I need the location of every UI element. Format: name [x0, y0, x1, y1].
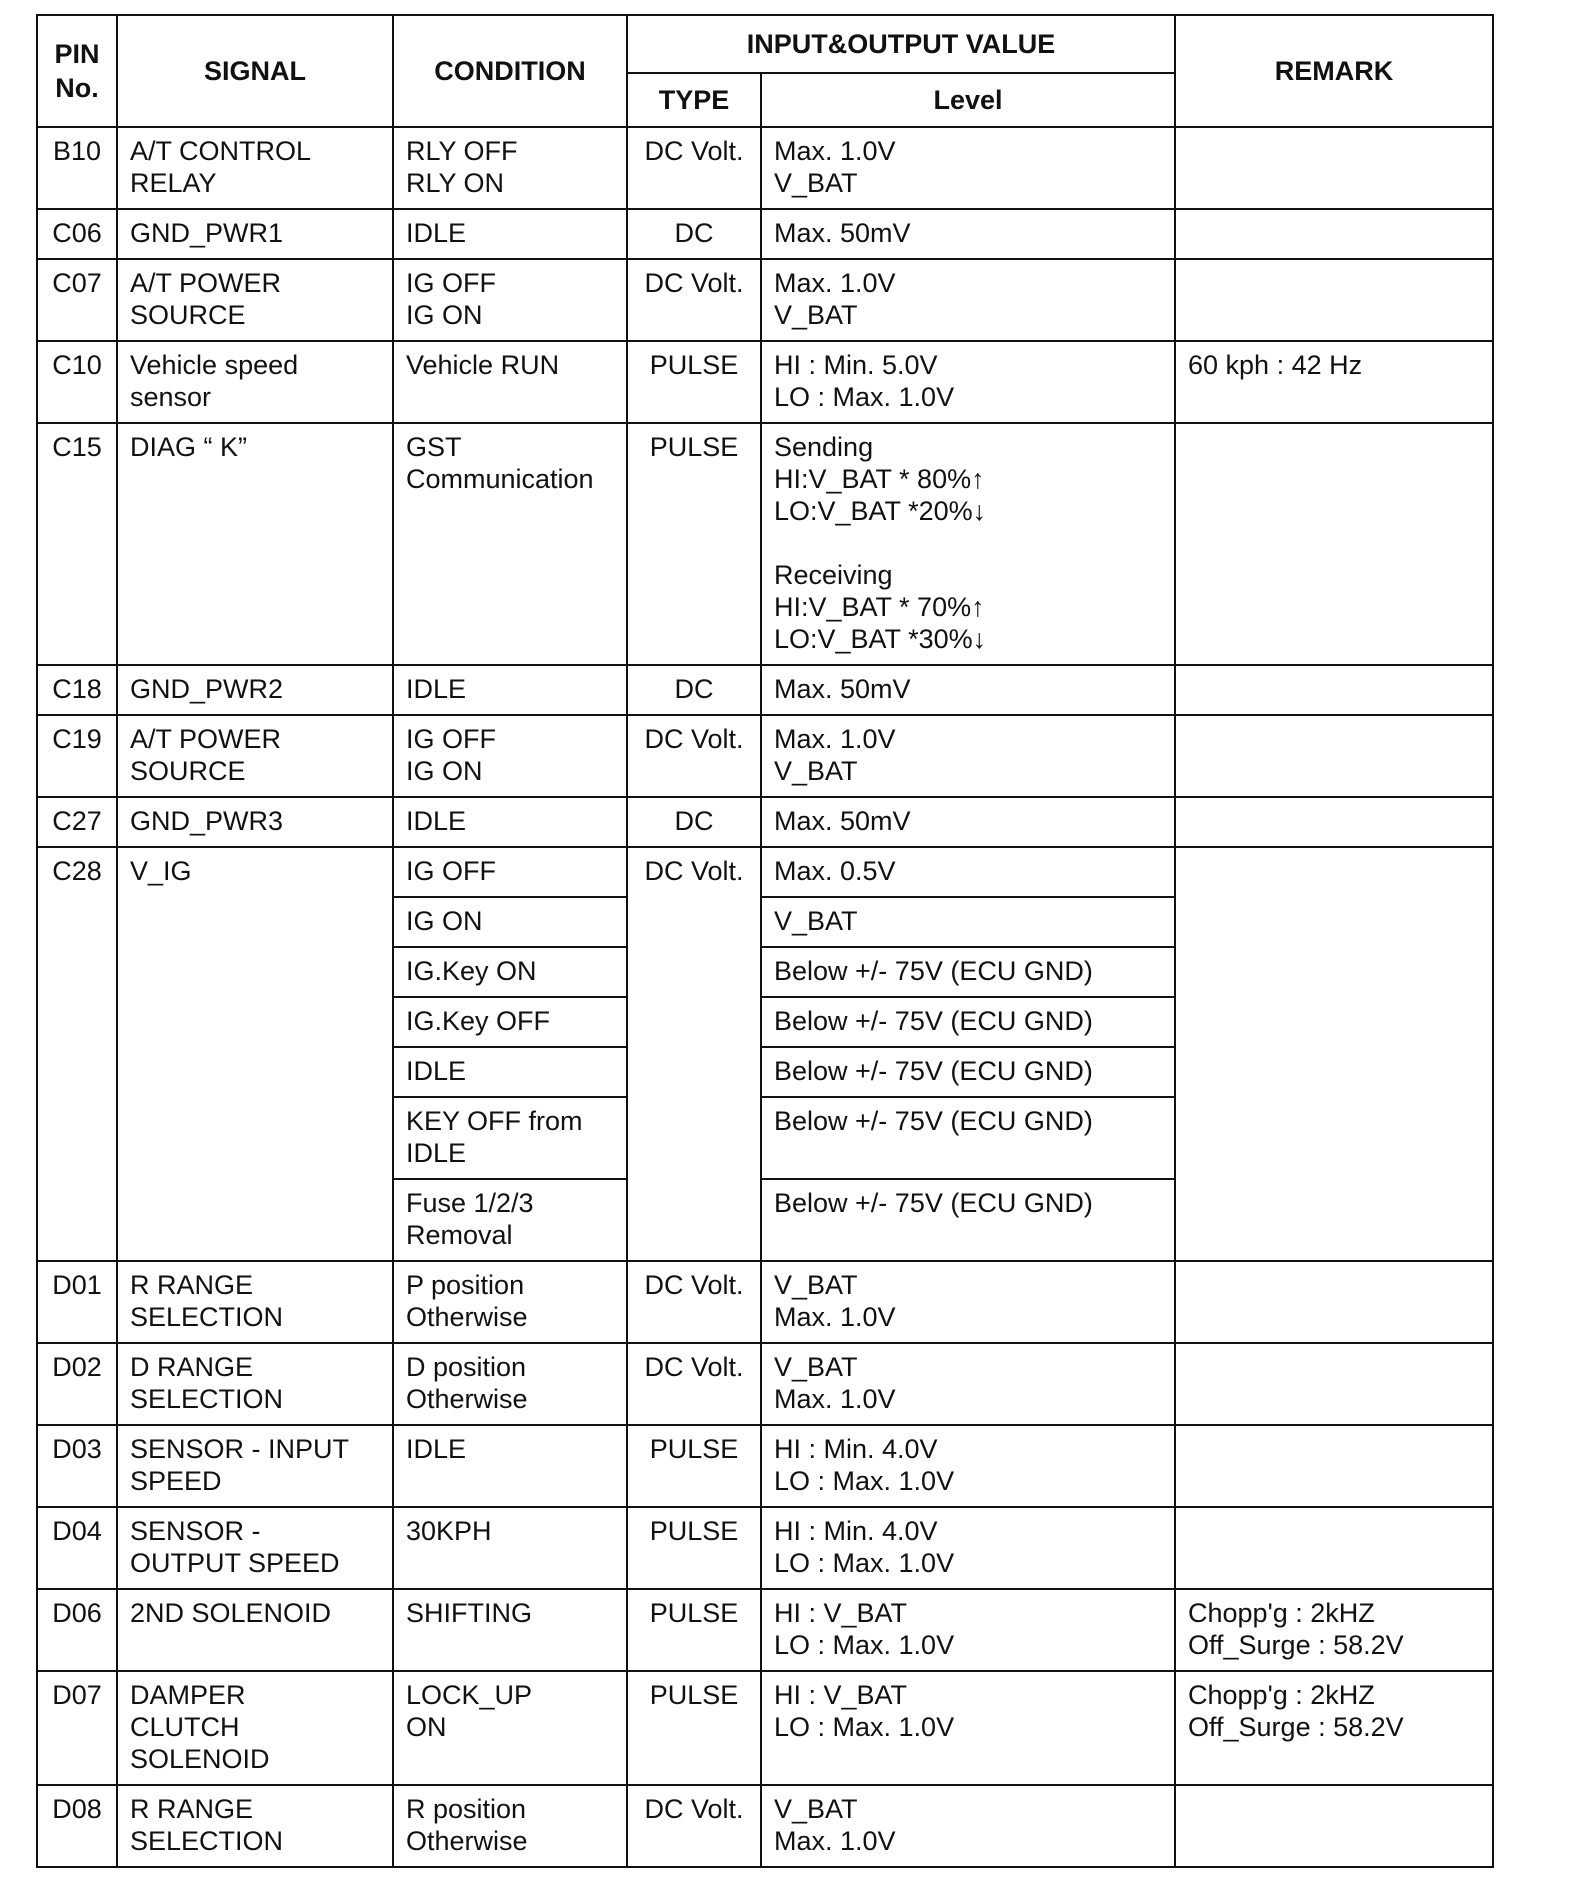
pin-cell: [37, 1343, 117, 1425]
signal-cell: [117, 1425, 393, 1507]
level-cell-text: HI : V_BAT LO : Max. 1.0V: [774, 1680, 955, 1742]
level-cell: [761, 847, 1175, 1261]
signal-cell-text: Vehicle speed sensor: [130, 350, 299, 412]
remark-cell-text: [1176, 848, 1492, 864]
pin-cell-text: C07: [52, 268, 102, 298]
condition-cell: [393, 423, 627, 665]
level-cell: [761, 1671, 1175, 1785]
signal-cell-text: GND_PWR2: [130, 674, 284, 704]
remark-cell-text: Chopp'g : 2kHZ Off_Surge : 58.2V: [1188, 1598, 1404, 1660]
type-cell-text: DC Volt.: [644, 136, 744, 166]
signal-cell-text: V_IG: [130, 856, 192, 886]
level-cell: [761, 209, 1175, 259]
table-row: [37, 665, 1493, 715]
condition-cell-text: P position Otherwise: [406, 1270, 528, 1332]
remark-cell: [1175, 715, 1493, 797]
condition-cell: [393, 665, 627, 715]
pin-cell-text: C15: [52, 432, 102, 462]
level-cell: [761, 665, 1175, 715]
condition-cell-item: IG OFF: [394, 848, 626, 898]
remark-cell: [1175, 1589, 1493, 1671]
type-cell: [627, 127, 761, 209]
type-cell: [627, 797, 761, 847]
remark-cell: [1175, 1425, 1493, 1507]
condition-cell-text: Vehicle RUN: [406, 350, 560, 380]
level-cell: [761, 1589, 1175, 1671]
remark-cell: [1175, 341, 1493, 423]
pin-cell-text: D01: [52, 1270, 102, 1300]
signal-cell-text: A/T POWER SOURCE: [130, 268, 282, 330]
level-cell: [761, 797, 1175, 847]
remark-cell: [1175, 1343, 1493, 1425]
condition-cell-item: IG ON: [394, 898, 626, 948]
header-pin: [37, 15, 117, 127]
remark-cell-text: [1176, 1426, 1492, 1442]
type-cell-text: PULSE: [649, 350, 739, 380]
pin-cell: [37, 1671, 117, 1785]
pin-cell-text: C10: [52, 350, 102, 380]
signal-cell: [117, 341, 393, 423]
condition-cell-text: IDLE: [406, 674, 467, 704]
pin-signal-table: [36, 14, 1494, 1868]
level-cell-item: Below +/- 75V (ECU GND): [774, 1188, 1093, 1218]
pin-cell: [37, 1425, 117, 1507]
condition-cell: [393, 1785, 627, 1867]
table-row-c28: [37, 847, 1493, 1261]
condition-cell-text: IG OFF IG ON: [406, 268, 496, 330]
pin-cell-text: D07: [52, 1680, 102, 1710]
remark-cell: [1175, 1785, 1493, 1867]
type-cell-text: DC Volt.: [644, 1352, 744, 1382]
signal-cell: [117, 1589, 393, 1671]
type-cell: [627, 715, 761, 797]
signal-cell: [117, 715, 393, 797]
pin-cell: [37, 127, 117, 209]
pin-cell: [37, 259, 117, 341]
type-cell: [627, 209, 761, 259]
level-cell-text: Max. 1.0V V_BAT: [774, 136, 896, 198]
pin-table-sheet: [36, 14, 1494, 1868]
pin-cell-text: D02: [52, 1352, 102, 1382]
table-row: [37, 1425, 1493, 1507]
table-row: [37, 341, 1493, 423]
type-cell: [627, 665, 761, 715]
header-condition: CONDITION: [393, 15, 627, 127]
type-cell-text: DC Volt.: [644, 268, 744, 298]
header-remark: REMARK: [1175, 15, 1493, 127]
level-cell: [761, 423, 1175, 665]
table-row: [37, 423, 1493, 665]
remark-cell-text: [1176, 716, 1492, 732]
type-cell-text: PULSE: [649, 1516, 739, 1546]
header-level: Level: [761, 73, 1175, 127]
pin-cell: [37, 715, 117, 797]
condition-cell-text: D position Otherwise: [406, 1352, 528, 1414]
remark-cell: [1175, 209, 1493, 259]
level-cell-item: Max. 0.5V: [762, 848, 1174, 898]
pin-cell: [37, 847, 117, 1261]
type-cell-text: DC Volt.: [644, 1794, 744, 1824]
level-cell-text: Max. 50mV: [774, 674, 911, 704]
level-cell-item: Below +/- 75V (ECU GND): [762, 1048, 1174, 1098]
pin-cell: [37, 665, 117, 715]
condition-cell-item: IG.Key ON: [394, 948, 626, 998]
type-cell: [627, 1425, 761, 1507]
condition-cell-item: IG.Key OFF: [394, 998, 626, 1048]
remark-cell-text: [1176, 798, 1492, 814]
signal-cell-text: SENSOR - INPUT SPEED: [130, 1434, 350, 1496]
remark-cell-text: [1176, 260, 1492, 276]
level-cell: [761, 1425, 1175, 1507]
signal-cell-text: A/T CONTROL RELAY: [130, 136, 312, 198]
table-row: [37, 127, 1493, 209]
remark-cell: [1175, 665, 1493, 715]
condition-cell-text: IG OFF IG ON: [406, 724, 496, 786]
pin-cell: [37, 1785, 117, 1867]
type-cell-text: DC: [674, 806, 714, 836]
remark-cell-text: [1176, 666, 1492, 682]
type-cell: [627, 1507, 761, 1589]
pin-cell: [37, 1507, 117, 1589]
signal-cell: [117, 423, 393, 665]
condition-cell: [393, 715, 627, 797]
condition-cell: [393, 259, 627, 341]
level-cell: [761, 1507, 1175, 1589]
pin-cell-text: D06: [52, 1598, 102, 1628]
remark-cell-text: [1176, 128, 1492, 144]
level-cell-text: HI : Min. 4.0V LO : Max. 1.0V: [774, 1434, 955, 1496]
pin-cell: [37, 797, 117, 847]
pin-cell: [37, 1589, 117, 1671]
level-cell-text: HI : V_BAT LO : Max. 1.0V: [774, 1598, 955, 1660]
signal-cell-text: R RANGE SELECTION: [130, 1270, 284, 1332]
header-pin-label: PIN No.: [54, 39, 100, 103]
level-cell: [761, 259, 1175, 341]
condition-cell-text: R position Otherwise: [406, 1794, 528, 1856]
pin-cell: [37, 1261, 117, 1343]
level-cell: [761, 1343, 1175, 1425]
remark-cell: [1175, 797, 1493, 847]
condition-cell-text: IDLE: [406, 218, 467, 248]
remark-cell-text: [1176, 1262, 1492, 1278]
signal-cell: [117, 209, 393, 259]
pin-cell-text: D04: [52, 1516, 102, 1546]
header-io-value: INPUT&OUTPUT VALUE: [627, 15, 1175, 73]
type-cell-text: PULSE: [649, 1680, 739, 1710]
signal-cell: [117, 127, 393, 209]
condition-cell-item: IDLE: [394, 1048, 626, 1098]
remark-cell-text: [1176, 1786, 1492, 1802]
level-cell-text: Max. 50mV: [774, 806, 911, 836]
signal-cell: [117, 1507, 393, 1589]
level-cell: [761, 127, 1175, 209]
type-cell: [627, 847, 761, 1261]
remark-cell-text: [1176, 1508, 1492, 1524]
remark-cell-text: [1176, 424, 1492, 440]
condition-cell: [393, 1589, 627, 1671]
pin-cell-text: C18: [52, 674, 102, 704]
condition-cell: [393, 847, 627, 1261]
table-row: [37, 1507, 1493, 1589]
remark-cell-text: Chopp'g : 2kHZ Off_Surge : 58.2V: [1188, 1680, 1404, 1742]
signal-cell: [117, 665, 393, 715]
level-cell: [761, 1261, 1175, 1343]
condition-cell-text: IDLE: [406, 1434, 467, 1464]
condition-cell: [393, 797, 627, 847]
condition-cell-text: SHIFTING: [406, 1598, 532, 1628]
signal-cell: [117, 1261, 393, 1343]
condition-cell: [393, 1507, 627, 1589]
signal-cell-text: A/T POWER SOURCE: [130, 724, 282, 786]
level-cell-item: V_BAT: [762, 898, 1174, 948]
table-row: [37, 1343, 1493, 1425]
signal-cell-text: D RANGE SELECTION: [130, 1352, 284, 1414]
level-cell-text: Sending HI:V_BAT * 80%↑ LO:V_BAT *20%↓ Receiving HI:V_BAT * 70%↑ LO:V_BAT *30%↓: [774, 432, 987, 654]
pin-cell-text: C06: [52, 218, 102, 248]
remark-cell-text: [1176, 1344, 1492, 1360]
type-cell: [627, 259, 761, 341]
condition-cell: [393, 1671, 627, 1785]
level-cell-text: V_BAT Max. 1.0V: [774, 1270, 896, 1332]
signal-cell-text: GND_PWR1: [130, 218, 284, 248]
condition-cell: [393, 341, 627, 423]
type-cell-text: PULSE: [649, 1598, 739, 1628]
type-cell-text: DC: [674, 218, 714, 248]
pin-cell-text: B10: [52, 136, 102, 166]
condition-cell: [393, 1261, 627, 1343]
type-cell-text: DC: [674, 674, 714, 704]
type-cell: [627, 423, 761, 665]
type-cell-text: DC Volt.: [644, 856, 744, 886]
signal-cell: [117, 1671, 393, 1785]
level-cell: [761, 341, 1175, 423]
condition-cell-text: IDLE: [406, 806, 467, 836]
condition-cell-text: GST Communication: [406, 432, 594, 494]
pin-cell-text: D08: [52, 1794, 102, 1824]
condition-cell-text: LOCK_UP ON: [406, 1680, 533, 1742]
table-row: [37, 259, 1493, 341]
remark-cell-text: 60 kph : 42 Hz: [1188, 350, 1363, 380]
signal-cell-text: R RANGE SELECTION: [130, 1794, 284, 1856]
condition-cell-text: RLY OFF RLY ON: [406, 136, 518, 198]
level-cell-text: V_BAT Max. 1.0V: [774, 1794, 896, 1856]
remark-cell: [1175, 423, 1493, 665]
remark-cell: [1175, 1507, 1493, 1589]
remark-cell-text: [1176, 210, 1492, 226]
type-cell-text: PULSE: [649, 432, 739, 462]
pin-cell-text: C19: [52, 724, 102, 754]
condition-cell-text: 30KPH: [406, 1516, 492, 1546]
level-cell-item: Below +/- 75V (ECU GND): [762, 998, 1174, 1048]
level-cell: [761, 715, 1175, 797]
table-row: [37, 715, 1493, 797]
pin-cell-text: D03: [52, 1434, 102, 1464]
signal-cell: [117, 847, 393, 1261]
pin-cell-text: C27: [52, 806, 102, 836]
level-cell-item: Below +/- 75V (ECU GND): [762, 948, 1174, 998]
type-cell: [627, 1785, 761, 1867]
pin-cell: [37, 209, 117, 259]
signal-cell-text: SENSOR - OUTPUT SPEED: [130, 1516, 340, 1578]
header-type: TYPE: [627, 73, 761, 127]
condition-cell: [393, 127, 627, 209]
type-cell: [627, 1589, 761, 1671]
signal-cell: [117, 1343, 393, 1425]
condition-cell: [393, 1425, 627, 1507]
type-cell-text: DC Volt.: [644, 1270, 744, 1300]
pin-cell: [37, 423, 117, 665]
level-cell-text: V_BAT Max. 1.0V: [774, 1352, 896, 1414]
type-cell-text: DC Volt.: [644, 724, 744, 754]
signal-cell: [117, 259, 393, 341]
level-cell-text: HI : Min. 5.0V LO : Max. 1.0V: [774, 350, 955, 412]
type-cell: [627, 1261, 761, 1343]
signal-cell-text: DAMPER CLUTCH SOLENOID: [130, 1680, 270, 1774]
level-cell-text: Max. 1.0V V_BAT: [774, 268, 896, 330]
type-cell: [627, 1671, 761, 1785]
remark-cell: [1175, 259, 1493, 341]
pin-cell: [37, 341, 117, 423]
remark-cell: [1175, 1671, 1493, 1785]
level-cell: [761, 1785, 1175, 1867]
signal-cell-text: DIAG “ K”: [130, 432, 248, 462]
remark-cell: [1175, 847, 1493, 1261]
condition-cell: [393, 1343, 627, 1425]
level-cell-item: Below +/- 75V (ECU GND): [762, 1098, 1174, 1180]
table-body: [37, 127, 1493, 1867]
signal-cell: [117, 1785, 393, 1867]
header-signal: SIGNAL: [117, 15, 393, 127]
signal-cell: [117, 797, 393, 847]
signal-cell-text: 2ND SOLENOID: [130, 1598, 332, 1628]
condition-cell-item: Fuse 1/2/3 Removal: [406, 1188, 534, 1250]
table-row: [37, 797, 1493, 847]
remark-cell: [1175, 127, 1493, 209]
remark-cell: [1175, 1261, 1493, 1343]
table-row: [37, 209, 1493, 259]
level-cell-text: HI : Min. 4.0V LO : Max. 1.0V: [774, 1516, 955, 1578]
signal-cell-text: GND_PWR3: [130, 806, 284, 836]
type-cell-text: PULSE: [649, 1434, 739, 1464]
table-row: [37, 1261, 1493, 1343]
table-row: [37, 1589, 1493, 1671]
level-cell-text: Max. 1.0V V_BAT: [774, 724, 896, 786]
level-cell-text: Max. 50mV: [774, 218, 911, 248]
pin-cell-text: C28: [52, 856, 102, 886]
table-row: [37, 1785, 1493, 1867]
condition-cell: [393, 209, 627, 259]
condition-cell-item: KEY OFF from IDLE: [394, 1098, 626, 1180]
type-cell: [627, 341, 761, 423]
table-row: [37, 1671, 1493, 1785]
type-cell: [627, 1343, 761, 1425]
